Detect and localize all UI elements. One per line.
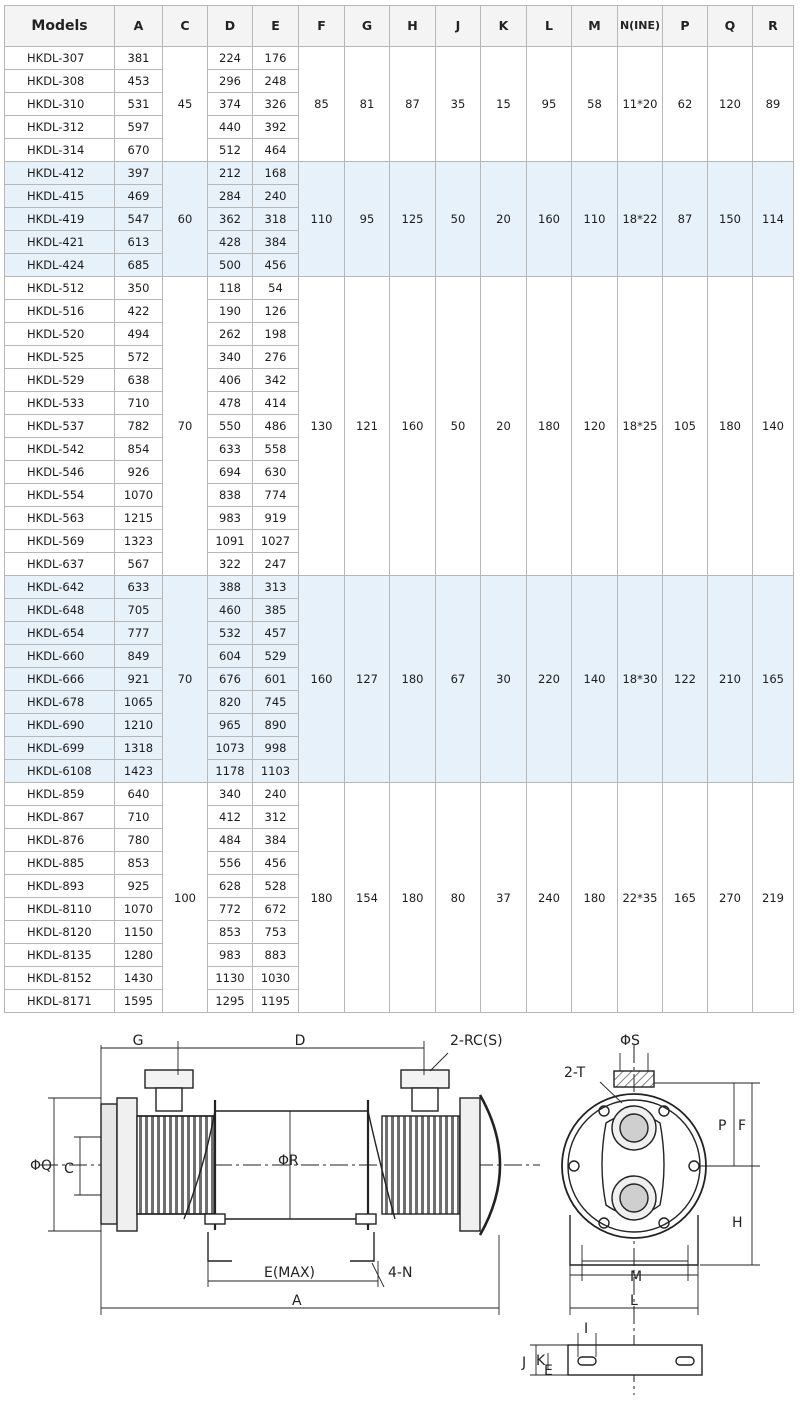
cell-e: 890 (253, 714, 299, 737)
cell-d: 440 (208, 116, 253, 139)
cell-model: HKDL-648 (5, 599, 115, 622)
cell-d: 322 (208, 553, 253, 576)
cell-a: 1070 (115, 898, 163, 921)
cell-d: 983 (208, 944, 253, 967)
cell-a: 613 (115, 231, 163, 254)
cell-d: 340 (208, 346, 253, 369)
cell-d: 772 (208, 898, 253, 921)
cell-a: 547 (115, 208, 163, 231)
cell-model: HKDL-424 (5, 254, 115, 277)
cell-d: 604 (208, 645, 253, 668)
col-header-r: R (753, 6, 794, 47)
cell-e: 456 (253, 852, 299, 875)
cell-a: 422 (115, 300, 163, 323)
cell-a: 926 (115, 461, 163, 484)
cell-h: 180 (390, 576, 436, 783)
cell-model: HKDL-520 (5, 323, 115, 346)
cell-model: HKDL-516 (5, 300, 115, 323)
cell-model: HKDL-642 (5, 576, 115, 599)
cell-model: HKDL-546 (5, 461, 115, 484)
label-p: P (718, 1118, 727, 1134)
cell-a: 572 (115, 346, 163, 369)
cell-d: 428 (208, 231, 253, 254)
col-header-d: D (208, 6, 253, 47)
cell-e: 384 (253, 231, 299, 254)
cell-m: 58 (572, 47, 618, 162)
cell-d: 965 (208, 714, 253, 737)
col-header-g: G (345, 6, 390, 47)
table-row (5, 162, 794, 185)
cell-g: 95 (345, 162, 390, 277)
cell-e: 672 (253, 898, 299, 921)
cell-l: 160 (527, 162, 572, 277)
cell-p: 105 (663, 277, 708, 576)
cell-model: HKDL-563 (5, 507, 115, 530)
cell-e: 486 (253, 415, 299, 438)
cell-a: 453 (115, 70, 163, 93)
cell-d: 1073 (208, 737, 253, 760)
table-row (5, 47, 794, 70)
cell-model: HKDL-876 (5, 829, 115, 852)
cell-d: 412 (208, 806, 253, 829)
cell-d: 484 (208, 829, 253, 852)
cell-e: 745 (253, 691, 299, 714)
spec-table (4, 5, 794, 1013)
cell-e: 248 (253, 70, 299, 93)
cell-a: 1323 (115, 530, 163, 553)
label-phi-s: ΦS (620, 1033, 640, 1049)
cell-model: HKDL-885 (5, 852, 115, 875)
cell-e: 558 (253, 438, 299, 461)
label-2-rc-s: 2-RC(S) (450, 1033, 503, 1049)
cell-model: HKDL-8152 (5, 967, 115, 990)
col-header-p: P (663, 6, 708, 47)
cell-n: 18*22 (618, 162, 663, 277)
cell-q: 180 (708, 277, 753, 576)
cell-a: 670 (115, 139, 163, 162)
cell-a: 1430 (115, 967, 163, 990)
cell-p: 122 (663, 576, 708, 783)
front-view (562, 1045, 760, 1395)
cell-m: 120 (572, 277, 618, 576)
cell-e: 385 (253, 599, 299, 622)
cell-a: 597 (115, 116, 163, 139)
cell-d: 633 (208, 438, 253, 461)
cell-model: HKDL-8110 (5, 898, 115, 921)
label-phi-q: ΦQ (30, 1158, 53, 1174)
cell-model: HKDL-6108 (5, 760, 115, 783)
cell-g: 154 (345, 783, 390, 1013)
cell-e: 601 (253, 668, 299, 691)
cell-model: HKDL-529 (5, 369, 115, 392)
cell-e: 998 (253, 737, 299, 760)
cell-a: 381 (115, 47, 163, 70)
cell-d: 532 (208, 622, 253, 645)
cell-a: 849 (115, 645, 163, 668)
cell-k: 30 (481, 576, 527, 783)
cell-c: 70 (163, 576, 208, 783)
cell-e: 326 (253, 93, 299, 116)
cell-a: 494 (115, 323, 163, 346)
cell-k: 20 (481, 277, 527, 576)
label-f: F (738, 1118, 747, 1134)
cell-e: 630 (253, 461, 299, 484)
cell-n: 11*20 (618, 47, 663, 162)
cell-q: 150 (708, 162, 753, 277)
cell-d: 406 (208, 369, 253, 392)
cell-r: 140 (753, 277, 794, 576)
cell-l: 220 (527, 576, 572, 783)
cell-p: 165 (663, 783, 708, 1013)
cell-j: 80 (436, 783, 481, 1013)
cell-model: HKDL-8135 (5, 944, 115, 967)
cell-e: 312 (253, 806, 299, 829)
cell-a: 567 (115, 553, 163, 576)
cell-e: 464 (253, 139, 299, 162)
cell-e: 198 (253, 323, 299, 346)
cell-f: 110 (299, 162, 345, 277)
cell-a: 1595 (115, 990, 163, 1013)
cell-d: 224 (208, 47, 253, 70)
cell-r: 165 (753, 576, 794, 783)
cell-model: HKDL-533 (5, 392, 115, 415)
cell-c: 70 (163, 277, 208, 576)
cell-a: 685 (115, 254, 163, 277)
cell-n: 22*35 (618, 783, 663, 1013)
cell-f: 85 (299, 47, 345, 162)
cell-model: HKDL-525 (5, 346, 115, 369)
cell-model: HKDL-8171 (5, 990, 115, 1013)
cell-model: HKDL-310 (5, 93, 115, 116)
foot-detail (530, 1333, 702, 1375)
cell-model: HKDL-660 (5, 645, 115, 668)
cell-e: 240 (253, 783, 299, 806)
cell-j: 35 (436, 47, 481, 162)
cell-g: 127 (345, 576, 390, 783)
cell-q: 270 (708, 783, 753, 1013)
cell-model: HKDL-307 (5, 47, 115, 70)
cell-a: 1070 (115, 484, 163, 507)
cell-d: 853 (208, 921, 253, 944)
cell-d: 340 (208, 783, 253, 806)
cell-model: HKDL-314 (5, 139, 115, 162)
cell-h: 180 (390, 783, 436, 1013)
cell-h: 160 (390, 277, 436, 576)
cell-p: 87 (663, 162, 708, 277)
cell-r: 219 (753, 783, 794, 1013)
cell-e: 753 (253, 921, 299, 944)
cell-m: 140 (572, 576, 618, 783)
col-header-h: H (390, 6, 436, 47)
cell-j: 50 (436, 277, 481, 576)
cell-model: HKDL-412 (5, 162, 115, 185)
cell-a: 853 (115, 852, 163, 875)
cell-d: 820 (208, 691, 253, 714)
label-c: C (64, 1161, 74, 1177)
cell-e: 176 (253, 47, 299, 70)
cell-e: 414 (253, 392, 299, 415)
cell-e: 774 (253, 484, 299, 507)
col-header-j: J (436, 6, 481, 47)
cell-a: 925 (115, 875, 163, 898)
cell-h: 125 (390, 162, 436, 277)
cell-a: 640 (115, 783, 163, 806)
cell-d: 460 (208, 599, 253, 622)
cell-d: 1295 (208, 990, 253, 1013)
cell-g: 81 (345, 47, 390, 162)
cell-d: 1178 (208, 760, 253, 783)
cell-model: HKDL-867 (5, 806, 115, 829)
cell-r: 114 (753, 162, 794, 277)
cell-a: 1318 (115, 737, 163, 760)
label-2-t: 2-T (564, 1065, 586, 1081)
cell-d: 478 (208, 392, 253, 415)
cell-d: 362 (208, 208, 253, 231)
col-header-k: K (481, 6, 527, 47)
label-j: J (522, 1355, 527, 1371)
cell-c: 60 (163, 162, 208, 277)
col-header-e: E (253, 6, 299, 47)
cell-d: 838 (208, 484, 253, 507)
cell-a: 780 (115, 829, 163, 852)
cell-e: 342 (253, 369, 299, 392)
cell-model: HKDL-859 (5, 783, 115, 806)
col-header-l: L (527, 6, 572, 47)
cell-e: 1195 (253, 990, 299, 1013)
cell-m: 110 (572, 162, 618, 277)
cell-d: 212 (208, 162, 253, 185)
cell-a: 397 (115, 162, 163, 185)
cell-e: 313 (253, 576, 299, 599)
cell-c: 100 (163, 783, 208, 1013)
table-row (5, 576, 794, 599)
cell-d: 1130 (208, 967, 253, 990)
label-e-max: E(MAX) (264, 1265, 316, 1281)
cell-a: 633 (115, 576, 163, 599)
cell-a: 710 (115, 392, 163, 415)
table-row (5, 277, 794, 300)
cell-q: 210 (708, 576, 753, 783)
cell-d: 1091 (208, 530, 253, 553)
label-h: H (732, 1215, 743, 1231)
cell-model: HKDL-312 (5, 116, 115, 139)
label-l: L (630, 1293, 638, 1309)
cell-e: 919 (253, 507, 299, 530)
cell-l: 95 (527, 47, 572, 162)
cell-a: 1065 (115, 691, 163, 714)
label-e-foot: E (544, 1363, 553, 1379)
label-g: G (132, 1033, 144, 1049)
cell-c: 45 (163, 47, 208, 162)
cell-e: 276 (253, 346, 299, 369)
cell-a: 1423 (115, 760, 163, 783)
cell-e: 457 (253, 622, 299, 645)
cell-a: 705 (115, 599, 163, 622)
cell-d: 284 (208, 185, 253, 208)
cell-k: 20 (481, 162, 527, 277)
cell-model: HKDL-421 (5, 231, 115, 254)
cell-a: 1150 (115, 921, 163, 944)
col-header-a: A (115, 6, 163, 47)
cell-r: 89 (753, 47, 794, 162)
cell-model: HKDL-415 (5, 185, 115, 208)
cell-d: 694 (208, 461, 253, 484)
cell-d: 676 (208, 668, 253, 691)
cell-model: HKDL-893 (5, 875, 115, 898)
cell-j: 67 (436, 576, 481, 783)
cell-a: 1280 (115, 944, 163, 967)
cell-e: 1103 (253, 760, 299, 783)
cell-d: 500 (208, 254, 253, 277)
cell-k: 15 (481, 47, 527, 162)
cell-model: HKDL-554 (5, 484, 115, 507)
cell-j: 50 (436, 162, 481, 277)
label-d: D (294, 1033, 306, 1049)
cell-model: HKDL-637 (5, 553, 115, 576)
cell-a: 1215 (115, 507, 163, 530)
cell-d: 556 (208, 852, 253, 875)
cell-m: 180 (572, 783, 618, 1013)
cell-d: 512 (208, 139, 253, 162)
cell-model: HKDL-654 (5, 622, 115, 645)
col-header-q: Q (708, 6, 753, 47)
cell-e: 528 (253, 875, 299, 898)
cell-e: 529 (253, 645, 299, 668)
cell-d: 550 (208, 415, 253, 438)
cell-d: 983 (208, 507, 253, 530)
label-phi-r: ΦR (278, 1153, 299, 1169)
col-header-c: C (163, 6, 208, 47)
col-header-models: Models (5, 6, 115, 47)
cell-a: 469 (115, 185, 163, 208)
cell-a: 1210 (115, 714, 163, 737)
col-header-f: F (299, 6, 345, 47)
cell-e: 384 (253, 829, 299, 852)
spec-table-body (5, 47, 794, 1013)
cell-a: 638 (115, 369, 163, 392)
cell-d: 388 (208, 576, 253, 599)
header-row (5, 6, 794, 47)
cell-a: 531 (115, 93, 163, 116)
cell-model: HKDL-8120 (5, 921, 115, 944)
cell-a: 854 (115, 438, 163, 461)
cell-e: 318 (253, 208, 299, 231)
cell-model: HKDL-569 (5, 530, 115, 553)
cell-f: 160 (299, 576, 345, 783)
cell-model: HKDL-666 (5, 668, 115, 691)
cell-e: 54 (253, 277, 299, 300)
cell-a: 350 (115, 277, 163, 300)
cell-k: 37 (481, 783, 527, 1013)
cell-e: 240 (253, 185, 299, 208)
cell-g: 121 (345, 277, 390, 576)
cell-h: 87 (390, 47, 436, 162)
cell-e: 247 (253, 553, 299, 576)
cell-a: 921 (115, 668, 163, 691)
cell-e: 1027 (253, 530, 299, 553)
cell-model: HKDL-419 (5, 208, 115, 231)
cell-d: 262 (208, 323, 253, 346)
label-i: I (584, 1321, 589, 1337)
col-header-m: M (572, 6, 618, 47)
col-header-n: N(INE) (618, 6, 663, 47)
cell-q: 120 (708, 47, 753, 162)
cell-e: 168 (253, 162, 299, 185)
label-k: K (536, 1353, 546, 1369)
cell-model: HKDL-512 (5, 277, 115, 300)
cell-d: 374 (208, 93, 253, 116)
cell-l: 240 (527, 783, 572, 1013)
cell-e: 456 (253, 254, 299, 277)
label-a: A (292, 1293, 302, 1309)
cell-model: HKDL-537 (5, 415, 115, 438)
cell-a: 777 (115, 622, 163, 645)
cell-a: 782 (115, 415, 163, 438)
cell-e: 1030 (253, 967, 299, 990)
cell-d: 118 (208, 277, 253, 300)
cell-e: 883 (253, 944, 299, 967)
cell-d: 190 (208, 300, 253, 323)
cell-n: 18*30 (618, 576, 663, 783)
cell-model: HKDL-690 (5, 714, 115, 737)
cell-a: 710 (115, 806, 163, 829)
technical-drawing (0, 1015, 800, 1408)
table-row (5, 783, 794, 806)
cell-p: 62 (663, 47, 708, 162)
cell-model: HKDL-678 (5, 691, 115, 714)
label-4-n: 4-N (388, 1265, 413, 1281)
cell-model: HKDL-542 (5, 438, 115, 461)
cell-d: 296 (208, 70, 253, 93)
cell-d: 628 (208, 875, 253, 898)
cell-e: 126 (253, 300, 299, 323)
cell-f: 180 (299, 783, 345, 1013)
cell-f: 130 (299, 277, 345, 576)
cell-model: HKDL-699 (5, 737, 115, 760)
cell-e: 392 (253, 116, 299, 139)
cell-model: HKDL-308 (5, 70, 115, 93)
label-m: M (630, 1269, 643, 1285)
cell-l: 180 (527, 277, 572, 576)
cell-n: 18*25 (618, 277, 663, 576)
